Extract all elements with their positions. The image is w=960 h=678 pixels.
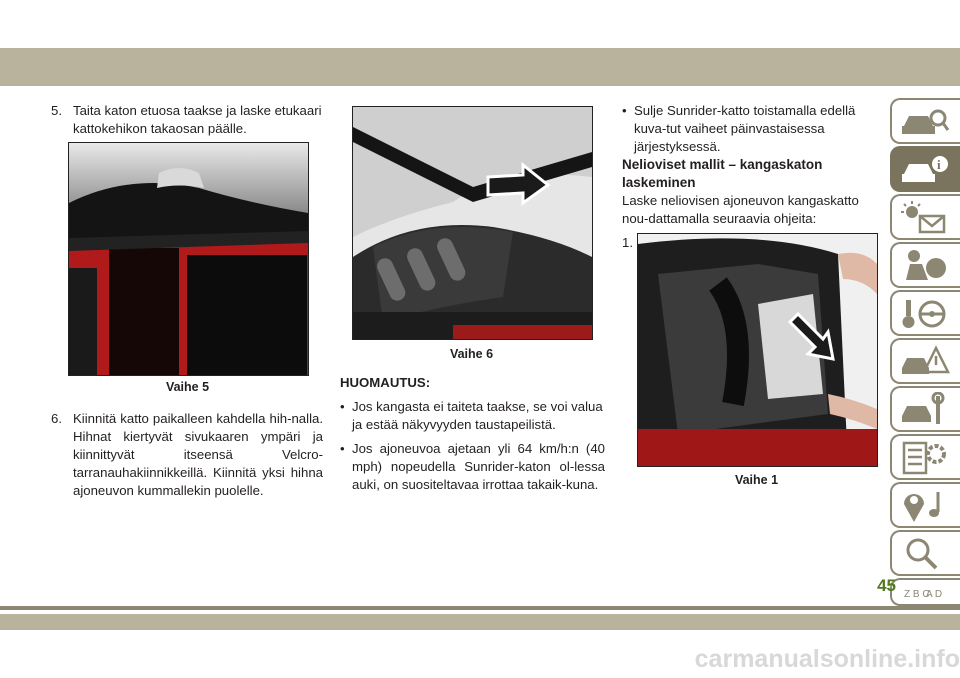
tab-customer-assistance[interactable]	[890, 530, 960, 576]
caption-step-1: Vaihe 1	[734, 473, 779, 487]
footer-line	[0, 606, 960, 610]
photo-step-5	[68, 142, 309, 376]
tab-safety[interactable]	[890, 242, 960, 288]
note-bullet-1: • Jos kangasta ei taiteta taakse, se voi valua ja estää näkyvyyden taustapeilistä.	[340, 398, 605, 434]
svg-text:A D: A D	[926, 589, 943, 600]
tab-starting-operating[interactable]	[890, 290, 960, 336]
photo-step-1-image	[638, 234, 877, 466]
note-bullet-1-text: Jos kangasta ei taiteta taakse, se voi valua ja estää näkyvyyden taustapeilistä.	[352, 399, 603, 432]
car-crash-warning-icon	[900, 344, 950, 380]
tab-technical-specifications[interactable]	[890, 434, 960, 480]
car-info-icon	[900, 152, 950, 188]
column-1-lower	[51, 410, 323, 500]
svg-text:i: i	[937, 157, 941, 172]
step-6	[51, 410, 323, 500]
magnifier-icon	[900, 536, 950, 572]
close-sunrider-text: Sulje Sunrider-katto toistamalla edellä kuva-tut vaiheet päinvastaisessa järjestyksessä.	[634, 103, 856, 154]
column-1	[51, 102, 323, 138]
column-3	[622, 102, 884, 252]
key-steering-wheel-icon	[900, 296, 950, 332]
tab-vehicle-info[interactable]	[890, 146, 960, 192]
top-margin	[0, 0, 960, 48]
warning-light-envelope-icon	[900, 200, 950, 236]
header-band	[0, 48, 960, 86]
airbag-person-icon	[900, 248, 950, 284]
svg-text:Z B C: Z B C	[904, 589, 930, 600]
section-heading: Nelioviset mallit – kangaskaton laskeminen	[622, 157, 823, 190]
photo-step-6	[352, 106, 593, 340]
watermark: carmanualsonline.info	[694, 645, 960, 673]
step-6-text: Kiinnitä katto paikalleen kahdella hih-nalla. Hihnat kiertyvät sivukaaren ympäri ja kiinnittyvät itseensä Velcro-tarranauhakiinnikkeillä. Kiinnitä yksi hihna ajoneuvon kummallekin puolelle.	[73, 411, 323, 498]
column-2	[340, 374, 605, 494]
caption-step-5: Vaihe 5	[165, 380, 210, 394]
photo-step-6-image	[353, 107, 592, 339]
close-sunrider-bullet: • Sulje Sunrider-katto toistamalla edellä kuva-tut vaiheet päinvastaisessa järjestyksessä.	[622, 102, 884, 156]
gps-music-icon	[900, 488, 950, 524]
step-5-text: Taita katon etuosa taakse ja laske etukaari kattokehikon takaosan päälle.	[73, 103, 322, 136]
step-1-number: 1.	[622, 235, 633, 250]
tab-instrument-panel[interactable]	[890, 194, 960, 240]
tab-getting-to-know-vehicle[interactable]	[890, 98, 960, 144]
caption-step-6: Vaihe 6	[449, 347, 494, 361]
step-5-number: 5.	[51, 103, 62, 118]
tab-emergency[interactable]	[890, 338, 960, 384]
step-6-number: 6.	[51, 411, 62, 426]
car-magnifier-icon	[900, 104, 950, 140]
tab-servicing-maintenance[interactable]	[890, 386, 960, 432]
alphabet-index-icon	[900, 584, 950, 608]
tab-index[interactable]	[890, 578, 960, 606]
photo-step-5-image	[69, 143, 308, 375]
checklist-gear-icon	[900, 440, 950, 476]
tab-multimedia[interactable]	[890, 482, 960, 528]
section-intro: Laske neliovisen ajoneuvon kangaskatto nou-dattamalla seuraavia ohjeita:	[622, 193, 859, 226]
step-5	[51, 102, 323, 138]
note-bullet-2-text: Jos ajoneuvoa ajetaan yli 64 km/h:n (40 mph) nopeudella Sunrider-katon ol-lessa auki, on suositeltavaa irrottaa takaik-kuna.	[352, 441, 605, 492]
page-number: 45	[877, 576, 896, 595]
footer-band	[0, 614, 960, 630]
note-bullet-2: • Jos ajoneuvoa ajetaan yli 64 km/h:n (40 mph) nopeudella Sunrider-katon ol-lessa auki, on suositeltavaa irrottaa takaik-kuna.	[340, 441, 605, 492]
photo-step-1	[637, 233, 878, 467]
note-title: HUOMAUTUS:	[340, 375, 431, 390]
car-wrench-icon	[900, 392, 950, 428]
